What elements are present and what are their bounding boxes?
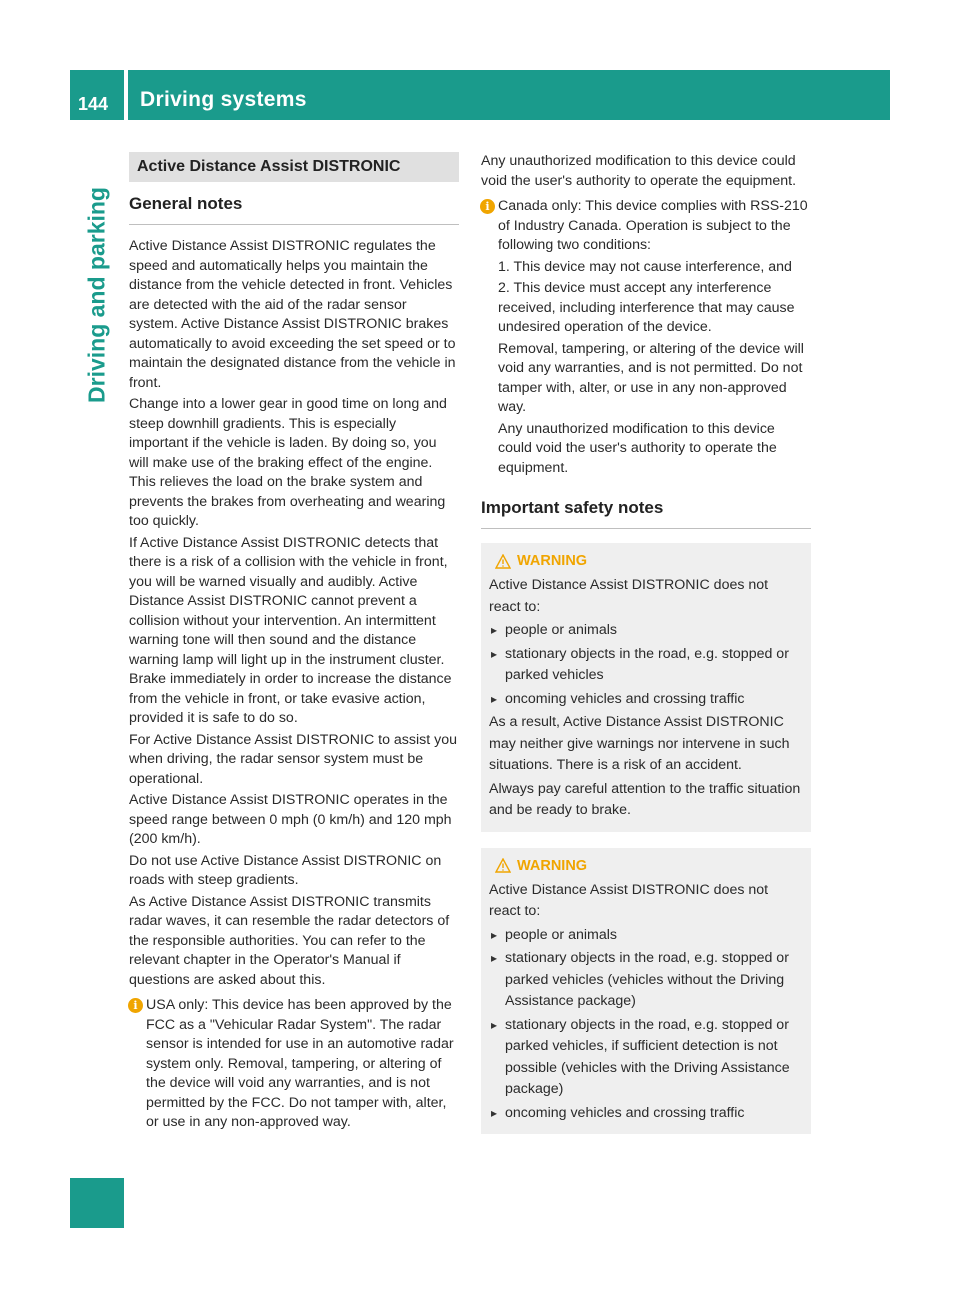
subheading-safety-notes: Important safety notes <box>481 498 811 529</box>
warning-title <box>489 553 803 569</box>
right-column <box>481 152 811 1134</box>
warning-title <box>489 858 803 874</box>
warning-triangle-icon <box>495 858 511 873</box>
warning-intro: Active Distance Assist DISTRONIC does not react to: <box>489 881 769 919</box>
list-item: ▸ oncoming vehicles and crossing traffic <box>489 689 803 711</box>
list-item: ▸ people or animals <box>489 925 803 947</box>
side-tab <box>70 187 124 403</box>
warning-label: WARNING <box>517 553 588 569</box>
paragraph: Active Distance Assist DISTRONIC operates in the speed range between 0 mph (0 km/h) and 120 mph (200 km/h). <box>129 792 452 847</box>
warning-paragraph: Always pay careful attention to the traffic situation and be ready to brake. <box>489 780 801 818</box>
canada-note-text: 1. This device may not cause interference, and <box>498 258 792 275</box>
canada-note <box>481 197 811 478</box>
canada-note-text: Removal, tampering, or altering of the device will void any warranties, and is not permitted. Do not tamper with, alter, or use in any non-approved way. <box>498 340 804 415</box>
warning-label: WARNING <box>517 857 588 874</box>
paragraph: Active Distance Assist DISTRONIC regulates the speed and automatically helps you maintain the distance from the vehicle detected in front. Vehicles are detected with the aid of the radar sensor system. Active Distance Assist DISTRONIC brakes automatically to avoid exceeding the set speed or to maintain the designated distance from the vehicle in front. <box>129 238 456 391</box>
warning-box <box>481 848 811 1135</box>
canada-note-text: Canada only: This device complies with RSS-210 of Industry Canada. Operation is subject to the following two conditions: <box>498 198 808 253</box>
paragraph: For Active Distance Assist DISTRONIC to assist you when driving, the radar sensor system must be operational. <box>129 731 457 787</box>
list-item: ▸ oncoming vehicles and crossing traffic <box>489 1103 803 1125</box>
side-tab-marker <box>70 1178 124 1228</box>
warning-triangle-icon <box>495 554 511 569</box>
canada-note-text: Any unauthorized modification to this device could void the user's authority to operate the equipment. <box>498 420 777 476</box>
list-item: ▸ people or animals <box>489 620 803 642</box>
page-number: 144 <box>78 94 109 114</box>
left-column <box>129 152 459 1133</box>
warning-box <box>481 543 811 832</box>
subheading-general-notes: General notes <box>129 194 459 225</box>
list-item: ▸ stationary objects in the road, e.g. stopped or parked vehicles, if sufficient detection is not possible (vehicles with the Driving Assistance package) <box>489 1015 803 1101</box>
usa-note-text: USA only: This device has been approved by the FCC as a "Vehicular Radar System". The radar sensor is intended for use in an automotive radar system only. Removal, tampering, or altering of the device will void any warranties, and is not permitted by the FCC. Do not tamper with, alter, or use in any non-approved way. <box>146 997 454 1130</box>
header-title: Driving systems <box>140 88 307 111</box>
paragraph: As Active Distance Assist DISTRONIC transmits radar waves, it can resemble the radar detectors of the responsible authorities. You can refer to the relevant chapter in the Operator's Manual if questions are asked about this. <box>129 893 450 988</box>
continued-text: Any unauthorized modification to this device could void the user's authority to operate the equipment. <box>481 153 797 189</box>
info-icon: i <box>480 199 495 214</box>
paragraph: If Active Distance Assist DISTRONIC detects that there is a risk of a collision with the vehicle in front, you will be warned visually and audibly. Active Distance Assist DISTRONIC cannot prevent a collision without your intervention. An intermittent warning tone will then sound and the distance warning lamp will light up in the instrument cluster. Brake immediately in order to increase the distance from the vehicle in front, or take evasive action, provided it is safe to do so. <box>129 534 452 726</box>
warning-intro: Active Distance Assist DISTRONIC does not react to: <box>489 577 769 615</box>
usa-note <box>129 996 459 1133</box>
canada-note-text: 2. This device must accept any interference received, including interference that may cause undesired operation of the device. <box>498 280 795 335</box>
section-title: Active Distance Assist DISTRONIC <box>129 152 459 182</box>
paragraph: Do not use Active Distance Assist DISTRONIC on roads with steep gradients. <box>129 852 442 888</box>
warning-paragraph: As a result, Active Distance Assist DISTRONIC may neither give warnings nor intervene in such situations. There is a risk of an accident. <box>489 714 790 773</box>
side-tab-label: Driving and parking <box>83 187 110 403</box>
list-item: ▸ stationary objects in the road, e.g. stopped or parked vehicles (vehicles without the Driving Assistance package) <box>489 948 803 1013</box>
header-divider <box>124 70 128 120</box>
paragraph: Change into a lower gear in good time on long and steep downhill gradients. This is especially important if the vehicle is laden. By doing so, you will make use of the braking effect of the engine. This relieves the load on the brake system and prevents the brakes from overheating and wearing too quickly. <box>129 396 447 529</box>
list-item: ▸ stationary objects in the road, e.g. stopped or parked vehicles <box>489 644 803 687</box>
general-notes-body <box>129 237 459 1133</box>
info-icon: i <box>128 998 143 1013</box>
